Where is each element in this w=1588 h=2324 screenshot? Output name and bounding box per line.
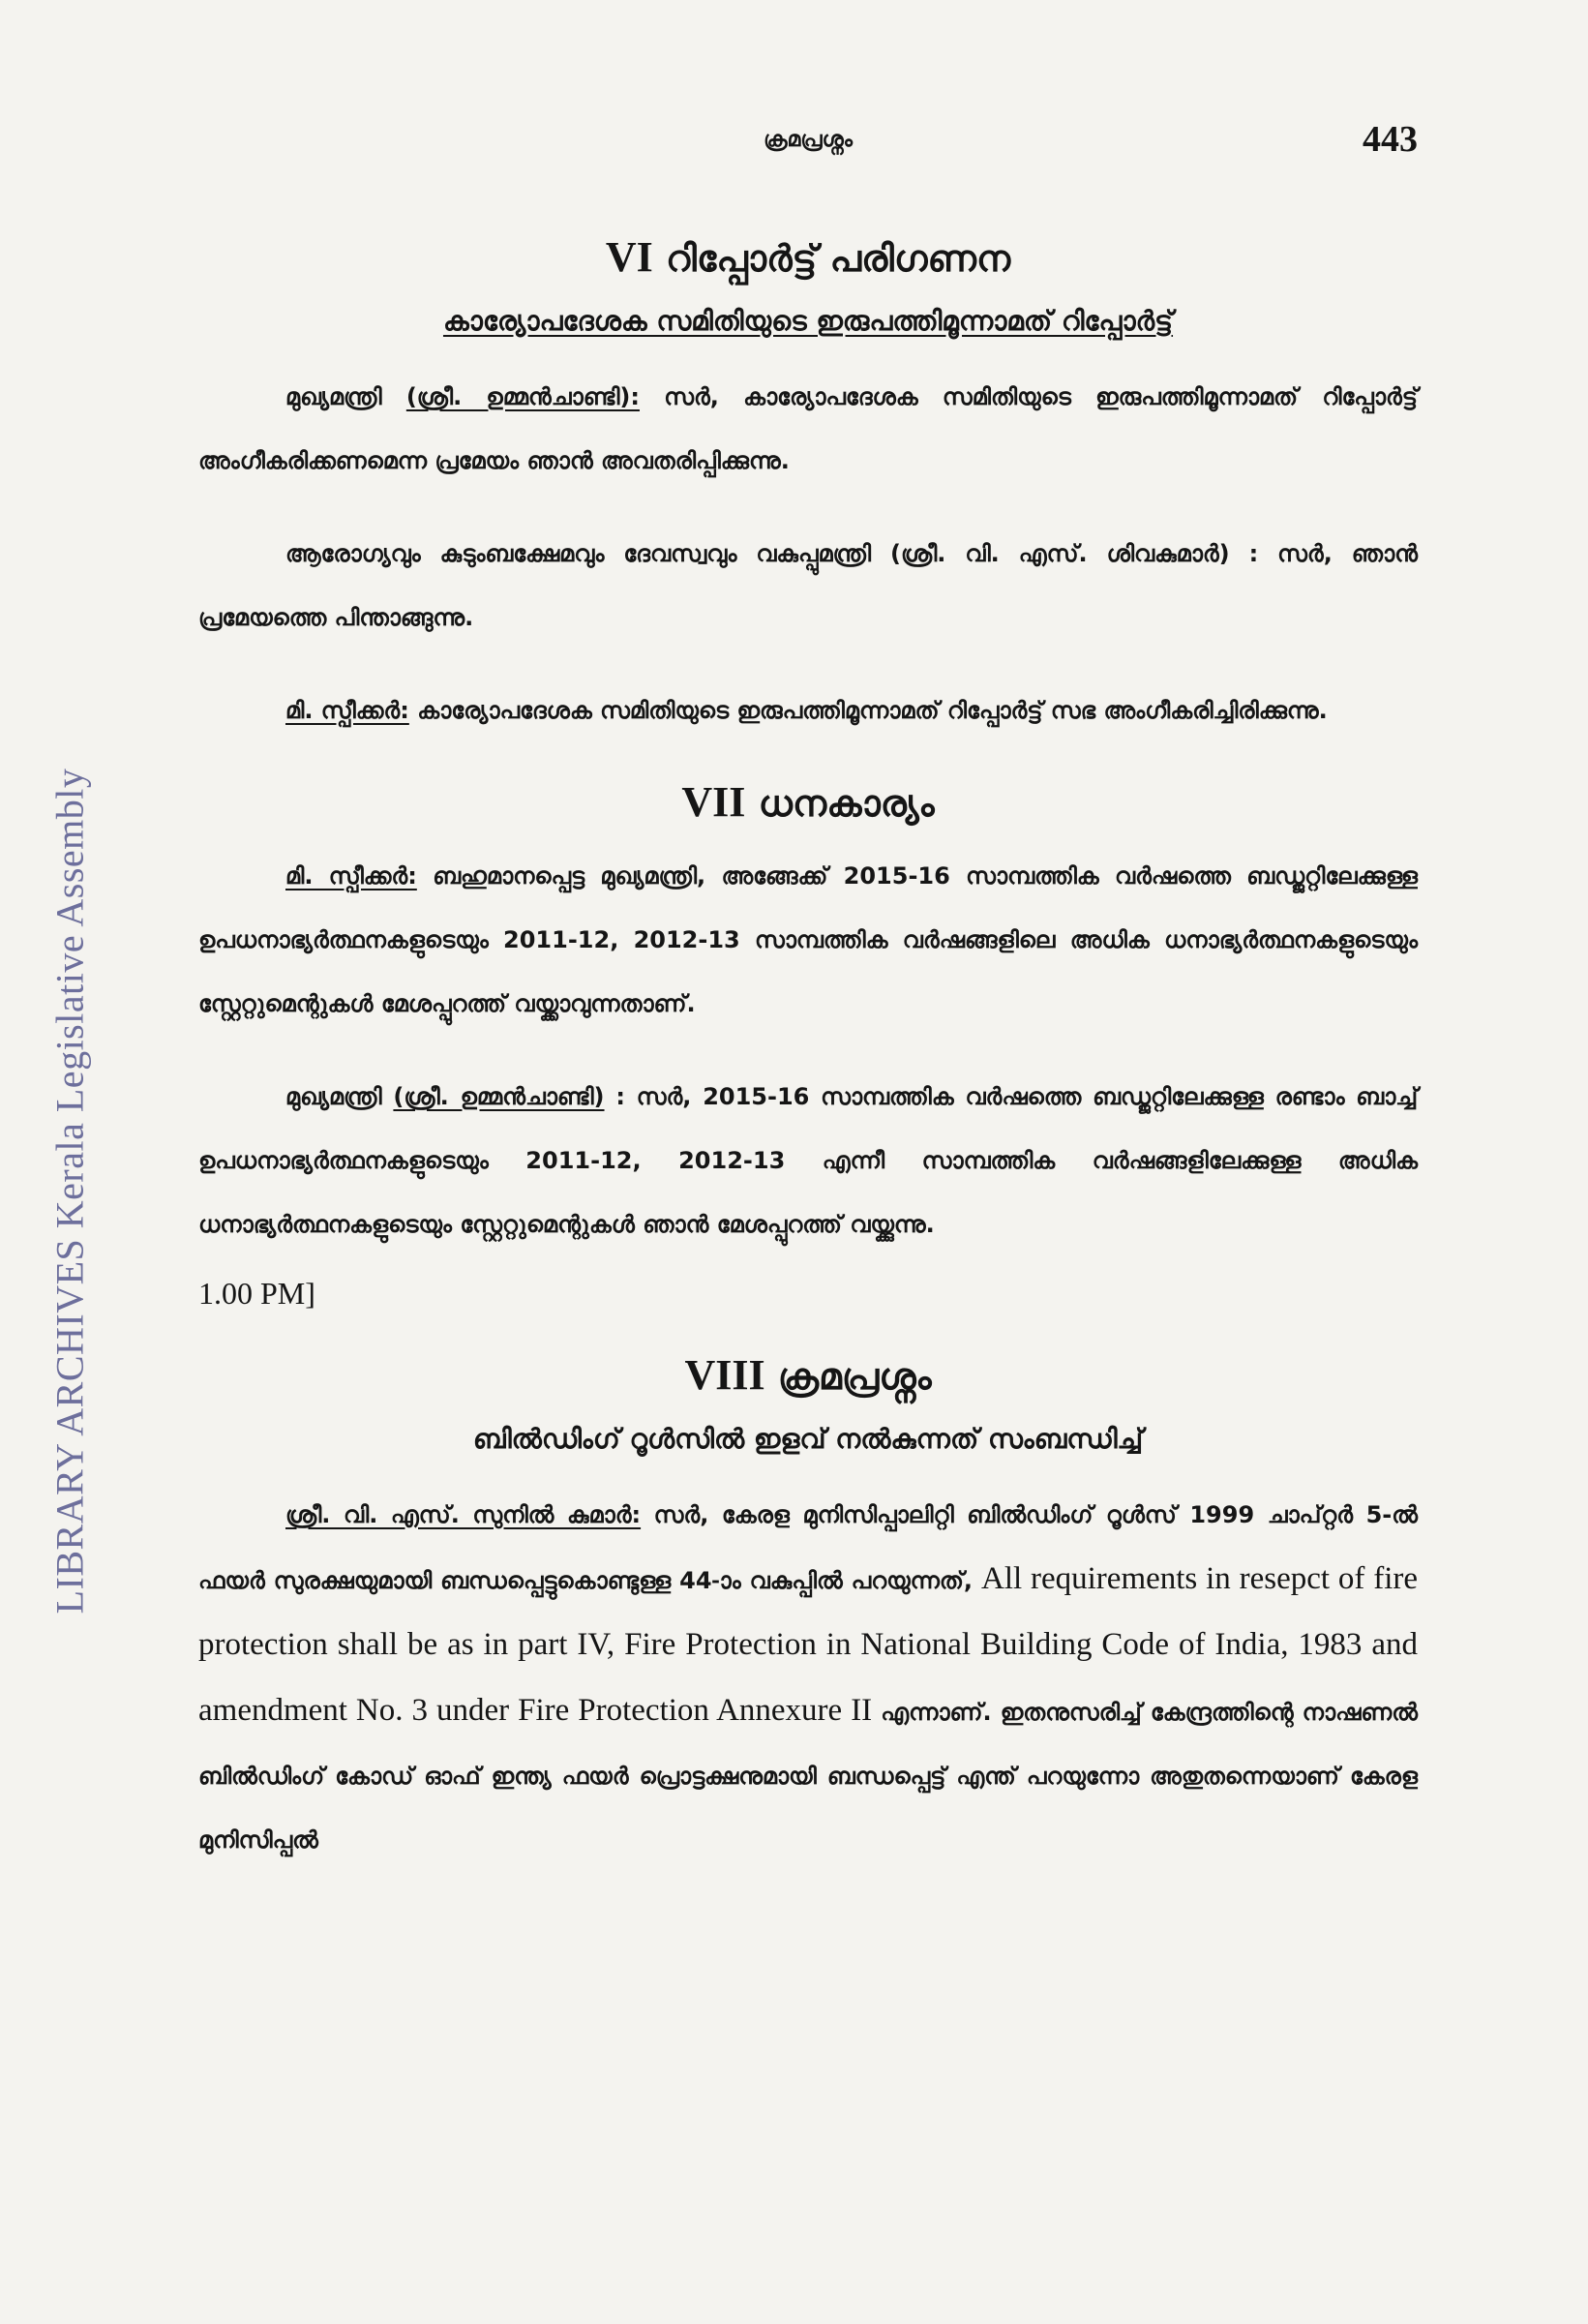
document-page (198, 116, 1418, 1901)
paragraph (198, 1483, 1418, 1872)
paragraph (198, 1065, 1418, 1256)
section-subtitle (198, 305, 1418, 338)
speaker-label: മുഖ്യമന്ത്രി (285, 383, 382, 410)
running-title: ക്രമപ്രശ്നം (764, 128, 853, 152)
section-heading-vii (198, 777, 1418, 827)
watermark-text: LIBRARY ARCHIVES Kerala Legislative Assembly (47, 768, 92, 1614)
paragraph (198, 844, 1418, 1036)
subtitle-text: ബിൽഡിംഗ് റൂൾസിൽ ഇളവ് നൽകുന്നത് സംബന്ധിച്ച് (472, 1423, 1144, 1455)
section-roman: VI (605, 233, 653, 281)
paragraph-text: സർ, കേരള മുനിസിപ്പാലിറ്റി ബിൽഡിംഗ് റൂൾസ് 1999 ചാപ്റ്റർ 5-ൽ ഫയർ സുരക്ഷയുമായി ബന്ധപ്പെട്ടുകൊണ്ടുള്ള 44-ാം വകുപ്പിൽ പറയുന്നത്, (198, 1501, 1419, 1594)
section-subtitle (198, 1423, 1418, 1456)
paragraph (198, 365, 1418, 493)
paragraph-text: : സർ, 2015-16 സാമ്പത്തിക വർഷത്തെ ബഡ്ജറ്റിലേക്കുള്ള രണ്ടാം ബാച്ച് ഉപധനാഭ്യർത്ഥനകളുടെയും 2011-12, 2012-13 എന്നീ സാമ്പത്തിക വർഷങ്ങളിലേക്കുള്ള അധിക ധനാഭ്യർത്ഥനകളുടെയും സ്റ്റേറ്റുമെന്റുകൾ ഞാൻ മേശപ്പുറത്ത് വയ്ക്കുന്നു. (198, 1083, 1418, 1238)
speaker-name: (ശ്രീ. ഉമ്മൻചാണ്ടി): (405, 383, 640, 410)
section-heading-viii (198, 1350, 1418, 1400)
speaker-label: ശ്രീ. വി. എസ്. സുനിൽ കുമാർ: (285, 1501, 642, 1528)
time-stamp: 1.00 PM] (198, 1276, 315, 1311)
paragraph (198, 679, 1418, 742)
section-title: ക്രമപ്രശ്നം (777, 1355, 932, 1398)
section-roman: VII (681, 778, 746, 826)
paragraph-text: ബഹുമാനപ്പെട്ട മുഖ്യമന്ത്രി, അങ്ങേക്ക് 2015-16 സാമ്പത്തിക വർഷത്തെ ബഡ്ജറ്റിലേക്കുള്ള ഉപധനാഭ്യർത്ഥനകളുടെയും 2011-12, 2012-13 സാമ്പത്തിക വർഷങ്ങളിലെ അധിക ധനാഭ്യർത്ഥനകളുടെയും സ്റ്റേറ്റുമെന്റുകൾ മേശപ്പുറത്ത് വയ്ക്കാവുന്നതാണ്. (198, 862, 1418, 1017)
section-title: ധനകാര്യം (758, 782, 935, 825)
paragraph-text: കാര്യോപദേശക സമിതിയുടെ ഇരുപത്തിമൂന്നാമത് റിപ്പോർട്ട് സഭ അംഗീകരിച്ചിരിക്കുന്നു. (417, 697, 1328, 724)
paragraph-text: ആരോഗ്യവും കുടുംബക്ഷേമവും ദേവസ്വവും വകുപ്പുമന്ത്രി (ശ്രീ. വി. എസ്. ശിവകുമാർ) : സർ, ഞാൻ പ്രമേയത്തെ പിന്താങ്ങുന്നു. (198, 540, 1418, 631)
speaker-label: മി. സ്പീക്കർ: (285, 862, 417, 890)
paragraph-text: സർ, കാര്യോപദേശക സമിതിയുടെ ഇരുപത്തിമൂന്നാമത് റിപ്പോർട്ട് അംഗീകരിക്കണമെന്ന പ്രമേയം ഞാൻ അവതരിപ്പിക്കുന്നു. (198, 383, 1418, 474)
section-title: റിപ്പോർട്ട് പരിഗണന (666, 237, 1011, 280)
running-head (198, 116, 1418, 174)
archive-watermark (41, 658, 99, 1723)
page-number: 443 (1363, 119, 1418, 160)
english-quote: All requirements in resepct of fire protection shall be as in part IV, Fire Protection in National Building Code of India, 1983 and amendment No. 3 under Fire Protection Annexure II (198, 1561, 1419, 1728)
speaker-prefix: മുഖ്യമന്ത്രി (285, 1083, 382, 1110)
subtitle-text: കാര്യോപദേശക സമിതിയുടെ ഇരുപത്തിമൂന്നാമത് റിപ്പോർട്ട് (442, 305, 1174, 337)
section-heading-vi (198, 232, 1418, 282)
section-roman: VIII (684, 1351, 765, 1399)
paragraph (198, 522, 1418, 649)
speaker-label: മി. സ്പീക്കർ: (285, 697, 409, 724)
speaker-name: (ശ്രീ. ഉമ്മൻചാണ്ടി) (393, 1083, 605, 1110)
paragraph-text: എന്നാണ്. ഇതനുസരിച്ച് കേന്ദ്രത്തിന്റെ നാഷണൽ ബിൽഡിംഗ് കോഡ് ഓഫ് ഇന്ത്യ ഫയർ പ്രൊട്ടക്ഷനുമായി ബന്ധപ്പെട്ട് എന്ത് പറയുന്നോ അതുതന്നെയാണ് കേരള മുനിസിപ്പൽ (198, 1699, 1418, 1854)
